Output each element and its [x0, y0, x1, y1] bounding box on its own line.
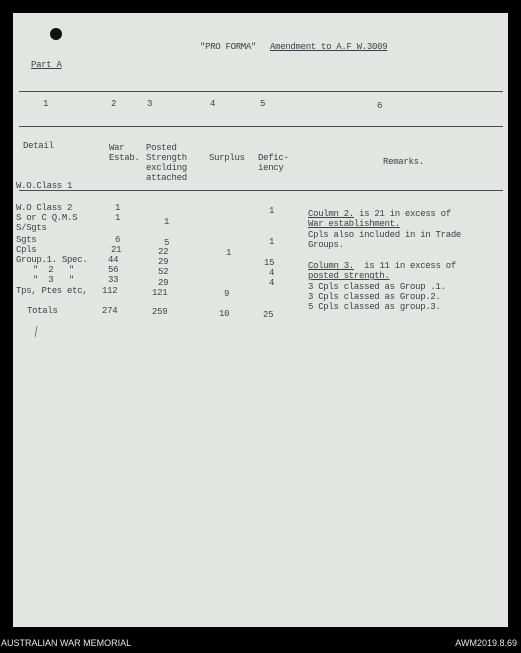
totals-war: 274	[102, 306, 118, 316]
row-surplus: 1	[226, 248, 232, 258]
header-war-2: Estab.	[109, 153, 140, 163]
row-posted: 5	[164, 238, 170, 248]
row-surplus: 9	[224, 289, 230, 299]
totals-surplus: 10	[219, 309, 230, 319]
header-deficiency-1: Defic-	[258, 153, 289, 163]
row-posted: 29	[158, 278, 169, 288]
row-posted: 22	[158, 247, 169, 257]
row-war: 44	[108, 255, 119, 265]
col-num-6: 6	[377, 101, 383, 111]
remark-text: is 21 in excess of	[353, 209, 451, 219]
row-deficiency: 1	[269, 206, 275, 216]
row-war: 1	[115, 203, 121, 213]
rule-header	[19, 126, 503, 127]
header-posted-4: attached	[146, 173, 187, 183]
remark-line-6: posted strength.	[308, 271, 390, 281]
row-detail: S or C Q.M.S	[16, 213, 78, 223]
rule-top	[19, 91, 503, 92]
remark-line-8: 3 Cpls classed as Group.2.	[308, 292, 441, 302]
header-detail: Detail	[23, 141, 54, 151]
col-num-3: 3	[147, 99, 153, 109]
footer-accession-number: AWM2019.8.69	[455, 638, 517, 648]
totals-label: Totals	[27, 306, 58, 316]
header-war-1: War	[109, 143, 125, 153]
row-war: 21	[111, 245, 122, 255]
row-war: 1	[115, 213, 121, 223]
document-page	[13, 13, 508, 627]
punch-hole	[50, 28, 62, 40]
totals-posted: 259	[152, 307, 168, 317]
col-num-5: 5	[260, 99, 266, 109]
header-surplus: Surplus	[209, 153, 245, 163]
row-detail: Cpls	[16, 245, 37, 255]
remark-line-4: Groups.	[308, 240, 344, 250]
title-pro-forma: "PRO FORMA"	[200, 42, 257, 52]
section-label: W.O.Class 1	[16, 181, 73, 191]
part-label: Part A	[31, 60, 62, 70]
row-detail: " 3 "	[33, 275, 74, 285]
title-amendment: Amendment to A.F W.3009	[270, 42, 388, 52]
row-posted: 52	[158, 267, 169, 277]
row-detail: S/Sgts	[16, 223, 47, 233]
header-posted-3: exclding	[146, 163, 187, 173]
row-war: 33	[108, 275, 119, 285]
remark-line-5	[308, 261, 456, 271]
row-deficiency: 1	[269, 237, 275, 247]
rule-body	[19, 190, 503, 191]
row-posted: 1	[164, 217, 170, 227]
remark-line-7: 3 Cpls classed as Group .1.	[308, 282, 446, 292]
row-deficiency: 4	[269, 268, 275, 278]
row-detail: Tps, Ptes etc,	[16, 286, 88, 296]
footer-institution: AUSTRALIAN WAR MEMORIAL	[1, 638, 132, 648]
header-remarks: Remarks.	[383, 157, 424, 167]
totals-deficiency: 25	[263, 310, 274, 320]
row-posted: 29	[158, 257, 169, 267]
row-war: 6	[115, 235, 121, 245]
col-num-1: 1	[43, 99, 49, 109]
row-posted: 121	[152, 288, 168, 298]
col-num-2: 2	[111, 99, 117, 109]
row-war: 112	[102, 286, 118, 296]
remark-line-1	[308, 209, 451, 219]
remark-line-2: War establishment.	[308, 219, 400, 229]
row-deficiency: 4	[269, 278, 275, 288]
row-detail: Sgts	[16, 235, 37, 245]
row-war: 56	[108, 265, 119, 275]
row-deficiency: 15	[264, 258, 275, 268]
row-detail: " 2 "	[33, 265, 74, 275]
header-deficiency-2: iency	[258, 163, 284, 173]
row-detail: W.O Class 2	[16, 203, 73, 213]
remark-text: is 11 in excess of	[353, 261, 456, 271]
header-posted-2: Strength	[146, 153, 187, 163]
remark-column-ref: Column 3.	[308, 261, 354, 271]
remark-column-ref: Coulmn 2.	[308, 209, 354, 219]
remark-line-9: 5 Cpls classed as group.3.	[308, 302, 441, 312]
pencil-mark	[33, 325, 39, 339]
remark-line-3: Cpls also included in in Trade	[308, 230, 462, 240]
col-num-4: 4	[210, 99, 216, 109]
header-posted-1: Posted	[146, 143, 177, 153]
row-detail: Group.1. Spec.	[16, 255, 88, 265]
